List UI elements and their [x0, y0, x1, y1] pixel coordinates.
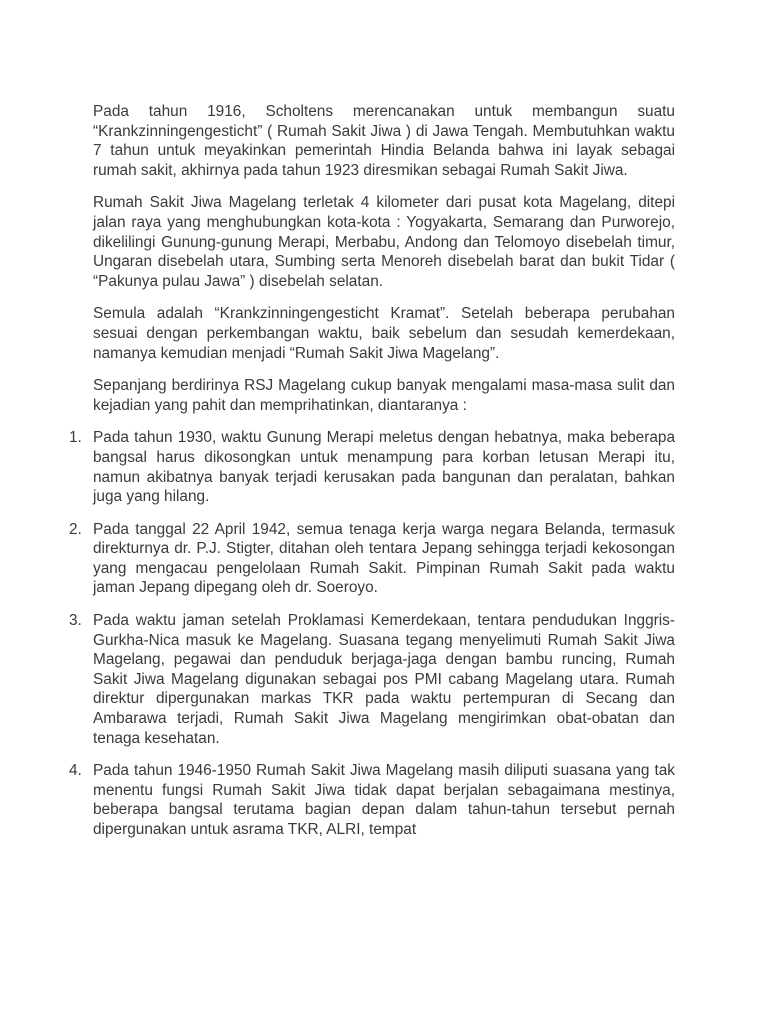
- list-item: [69, 761, 675, 839]
- paragraph-naming: Semula adalah “Krankzinningengesticht Kramat”. Setelah beberapa perubahan sesuai dengan perkembangan waktu, baik sebelum dan sesudah kemerdekaan, namanya kemudian menjadi “Rumah Sakit Jiwa Magelang”.: [93, 305, 675, 362]
- list-item-text: Pada waktu jaman setelah Proklamasi Kemerdekaan, tentara pendudukan Inggris-Gurkha-Nica masuk ke Magelang. Suasana tegang menyelimuti Rumah Sakit Jiwa Magelang, pegawai dan penduduk berjaga-jaga dengan bambu runcing, Rumah Sakit Jiwa Magelang digunakan sebagai pos PMI cabang Magelang utara. Rumah direktur dipergunakan markas TKR pada waktu pertempuran di Secang dan Ambarawa terjadi, Rumah Sakit Jiwa Magelang mengirimkan obat-obatan dan tenaga kesehatan.: [93, 612, 675, 747]
- list-item-number: 1.: [69, 429, 82, 447]
- paragraph-hardships-intro: Sepanjang berdirinya RSJ Magelang cukup banyak mengalami masa-masa sulit dan kejadian yang pahit dan memprihatinkan, diantaranya :: [93, 377, 675, 414]
- list-item: [69, 520, 675, 598]
- list-item-number: 3.: [69, 612, 82, 630]
- list-item-text: Pada tahun 1946-1950 Rumah Sakit Jiwa Magelang masih diliputi suasana yang tak menentu fungsi Rumah Sakit Jiwa tidak dapat berjalan sebagaimana mestinya, beberapa bangsal terutama bagian depan dalam tahun-tahun tersebut pernah dipergunakan untuk asrama TKR, ALRI, tempat: [93, 762, 675, 838]
- document-page: [69, 102, 675, 853]
- paragraph-history-intro: Pada tahun 1916, Scholtens merencanakan untuk membangun suatu “Krankzinningengesticht” ( Rumah Sakit Jiwa ) di Jawa Tengah. Membutuhkan waktu 7 tahun untuk meyakinkan pemerintah Hindia Belanda bahwa ini layak sebagai rumah sakit, akhirnya pada tahun 1923 diresmikan sebagai Rumah Sakit Jiwa.: [93, 103, 675, 179]
- list-item-text: Pada tanggal 22 April 1942, semua tenaga kerja warga negara Belanda, termasuk direkturnya dr. P.J. Stigter, ditahan oleh tentara Jepang sehingga terjadi kekosongan yang mengacau pengelolaan Rumah Sakit. Pimpinan Rumah Sakit pada waktu jaman Jepang dipegang oleh dr. Soeroyo.: [93, 520, 675, 597]
- paragraph-location: Rumah Sakit Jiwa Magelang terletak 4 kilometer dari pusat kota Magelang, ditepi jalan raya yang menghubungkan kota-kota : Yogyakarta, Semarang dan Purworejo, dikelilingi Gunung-gunung Merapi, Merbabu, Andong dan Telomoyo disebelah timur, Ungaran disebelah utara, Sumbing serta Menoreh disebelah barat dan bukit Tidar ( “Pakunya pulau Jawa” ) disebelah selatan.: [93, 194, 675, 290]
- list-item-number: 2.: [69, 520, 82, 538]
- list-item-number: 4.: [69, 762, 82, 780]
- hardships-list: [69, 428, 675, 839]
- list-item: [69, 428, 675, 506]
- list-item: [69, 611, 675, 748]
- list-item-text: Pada tahun 1930, waktu Gunung Merapi meletus dengan hebatnya, maka beberapa bangsal harus dikosongkan untuk menampung para korban letusan Merapi itu, namun akibatnya banyak terjadi kerusakan pada bangunan dan peralatan, bahkan juga yang hilang.: [93, 429, 675, 506]
